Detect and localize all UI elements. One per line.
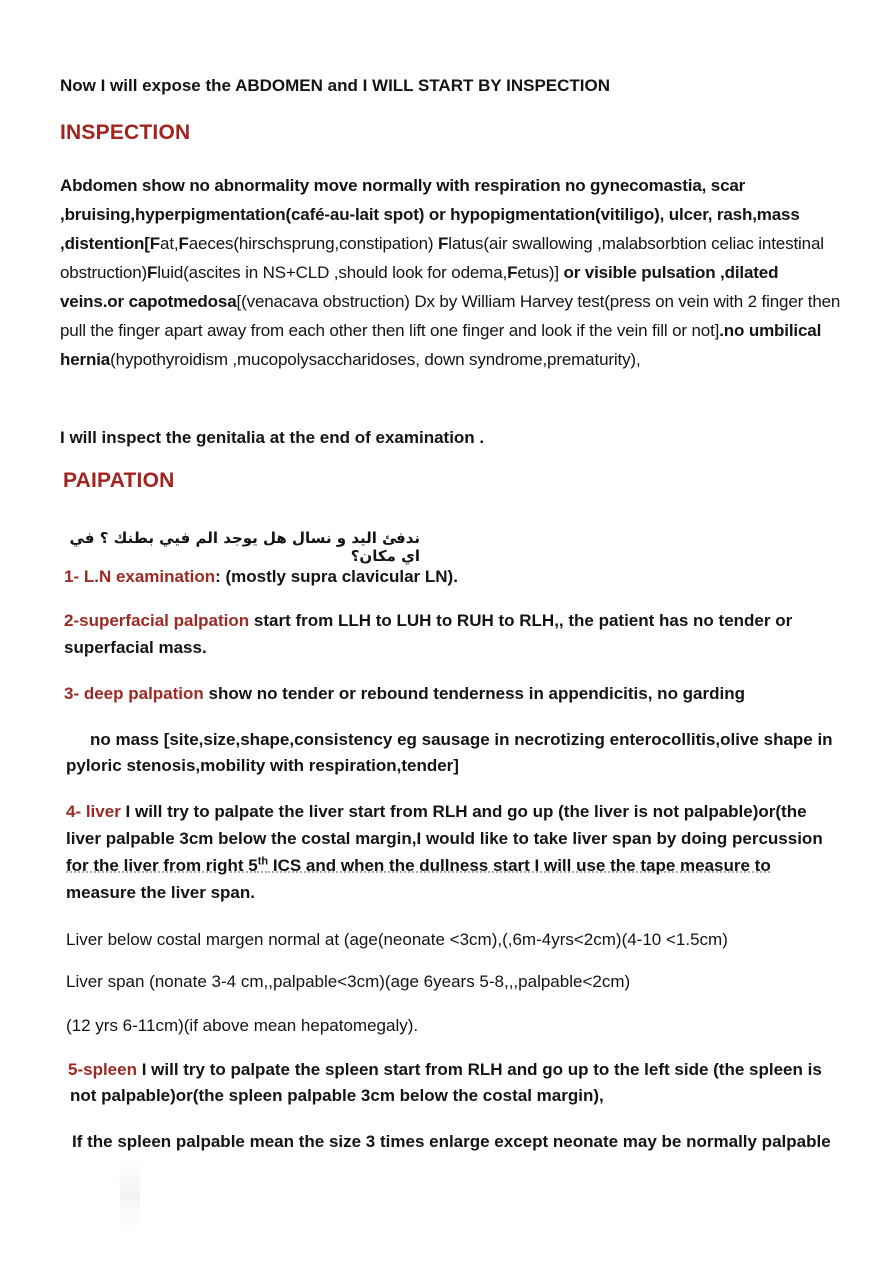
deep-text: show no tender or rebound tenderness in appendicitis, no garding — [203, 684, 746, 703]
insp-bold-e: F — [507, 263, 518, 282]
insp-reg-d: luid(ascites in NS+CLD ,should look for odema, — [157, 263, 508, 282]
ln-text: : (mostly supra clavicular LN). — [215, 567, 458, 586]
no-mass-line-1: no mass [site,size,shape,consistency eg sausage in necrotizing enterocollitis,olive shape in — [90, 730, 833, 749]
spleen-enlarge-line: If the spleen palpable mean the size 3 times enlarge except neonate may be normally palpable — [72, 1132, 831, 1151]
no-mass-line-2: pyloric stenosis,mobility with respiration,tender] — [66, 756, 459, 775]
insp-reg-e: etus)] — [517, 263, 564, 282]
inspection-paragraph — [60, 171, 845, 374]
insp-bold-f: or visible pulsation ,dilated veins.or capotmedosa — [60, 263, 779, 311]
insp-reg-f: [(venacava obstruction) Dx by William Harvey test(press on vein with 2 finger then pull the finger apart away from each other then lift one finger and look if the vein fill or not] — [60, 292, 841, 340]
inspection-heading: INSPECTION — [60, 121, 191, 144]
insp-reg-a: at, — [160, 234, 179, 253]
liver-c-pre: for the liver from right 5 — [66, 856, 258, 875]
liver-text-a: I will try to palpate the liver start from RLH and go up (the liver is not palpable)or(the — [120, 802, 807, 821]
genitalia-line: I will inspect the genitalia at the end of examination . — [60, 428, 485, 447]
liver-line-4: measure the liver span. — [66, 883, 255, 902]
insp-bold-d: F — [147, 263, 158, 282]
superficial-label: 2-superfacial palpation — [64, 611, 250, 630]
insp-bold-g: .no umbilical hernia — [60, 321, 822, 369]
insp-bold-b: F — [178, 234, 189, 253]
spleen-line-2: not palpable)or(the spleen palpable 3cm below the costal margin), — [70, 1086, 604, 1105]
spleen-label: 5-spleen — [68, 1060, 137, 1079]
insp-bold-c: F — [437, 234, 449, 253]
insp-reg-b: aeces(hirschsprung,constipation) — [188, 234, 438, 253]
insp-bold-a: Abdomen show no abnormality move normally with respiration no gynecomastia, scar ,bruising,hyperpigmentation(café-au-lait spot) or hypopigmentation(vitiligo), ulcer, rash,mass ,distention[F — [60, 176, 800, 253]
scan-shadow — [120, 1160, 140, 1230]
insp-reg-c: latus(air swallowing ,malabsorbtion celiac intestinal obstruction) — [60, 234, 824, 282]
spleen-line-1 — [68, 1055, 848, 1084]
deep-label: 3- deep palpation — [64, 684, 204, 703]
superficial-palpation-line-1 — [64, 606, 844, 635]
liver-span-12yrs: (12 yrs 6-11cm)(if above mean hepatomegaly). — [66, 1016, 419, 1035]
liver-label: 4- liver — [66, 802, 121, 821]
liver-line-1 — [66, 797, 846, 826]
arabic-question: ندفئ اليد و نسال هل يوجد الم فيي بطنك ؟ في اي مكان؟ — [69, 529, 420, 565]
superficial-text-a: start from LLH to LUH to RUH to RLH,, the patient has no tender or — [249, 611, 793, 630]
liver-c-sup: th — [257, 855, 269, 868]
superficial-palpation-line-2: superfacial mass. — [64, 638, 207, 657]
liver-line-2: liver palpable 3cm below the costal margin,I would like to take liver span by doing percussion — [66, 829, 823, 848]
liver-span-normal: Liver span (nonate 3-4 cm,,palpable<3cm)(age 6years 5-8,,,palpable<2cm) — [66, 972, 631, 991]
insp-reg-g: (hypothyroidism ,mucopolysaccharidoses, down syndrome,prematurity), — [110, 350, 641, 369]
intro-line: Now I will expose the ABDOMEN and I WILL START BY INSPECTION — [60, 76, 611, 95]
liver-c-post: ICS and when the dullness start I will use the tape measure to — [268, 856, 771, 875]
spleen-text-a: I will try to palpate the spleen start from RLH and go up to the left side (the spleen is — [136, 1060, 822, 1079]
liver-normal-below-costal: Liver below costal margen normal at (age(neonate <3cm),(,6m-4yrs<2cm)(4-10 <1.5cm) — [66, 930, 728, 949]
deep-palpation — [64, 679, 844, 708]
ln-label: 1- L.N examination — [64, 567, 216, 586]
palpation-heading: PAIPATION — [63, 469, 175, 492]
liver-line-3 — [66, 851, 846, 880]
ln-examination — [64, 562, 844, 591]
